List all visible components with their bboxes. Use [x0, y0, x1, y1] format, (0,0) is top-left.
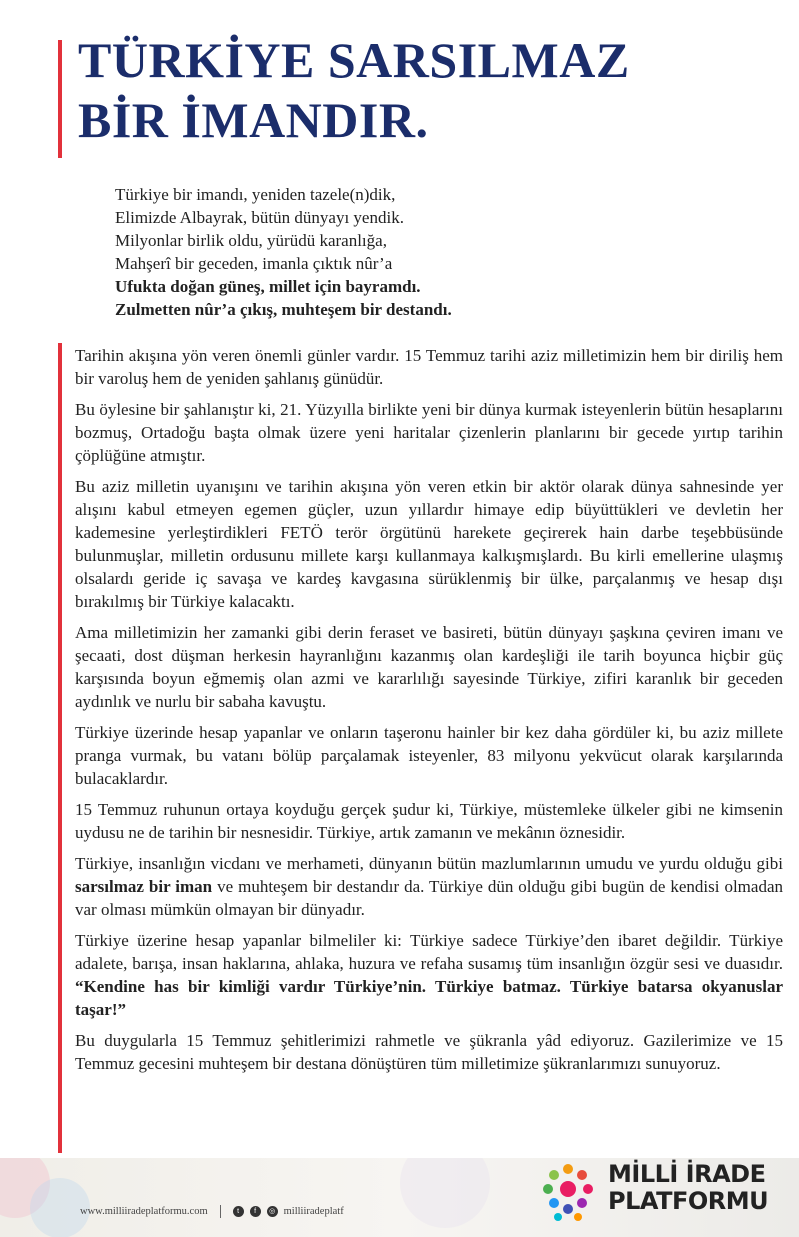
poem	[115, 183, 452, 321]
footer	[0, 1158, 799, 1237]
title-accent-bar	[58, 40, 62, 158]
poem-line: Mahşerî bir geceden, imanla çıktık nûr’a	[115, 254, 393, 273]
page-title	[78, 30, 630, 150]
paragraph-7-text-a: Türkiye, insanlığın vicdanı ve merhameti, dünyanın bütün mazlumlarının umudu ve yurdu olduğu gibi	[75, 854, 783, 873]
title-line-2: BİR İMANDIR.	[78, 92, 429, 148]
paragraph-3: Bu aziz milletin uyanışını ve tarihin akışına yön veren etkin bir aktör olarak dünya sahnesinde yer alışını kabul etmeyen egemen güçler, uzun yıllardır himaye edip büyüttükleri ve devletin her kademesine yerleştirdikleri FETÖ terör örgütünü harekete geçirerek hain darbe teşebbüsünde bulunmuşlar, milletin ordusunu millete karşı kullanmaya kalkışmışlardı. Bu kirli emellerine ulaşmış olsalardı geride iç savaşa ve kardeş kavgasına sürüklenmiş bir ülke, parçalanmış ve hesap dışı bırakılmış bir Türkiye kalacaktı.	[75, 477, 783, 611]
logo-line-2: PLATFORMU	[608, 1187, 769, 1215]
logo-line-1: MİLLİ İRADE	[608, 1160, 766, 1188]
paragraph-7	[75, 852, 783, 921]
poem-bold-line: Zulmetten nûr’a çıkış, muhteşem bir destandı.	[115, 300, 452, 319]
footer-contact	[80, 1205, 344, 1218]
paragraph-6: 15 Temmuz ruhunun ortaya koyduğu gerçek şudur ki, Türkiye, müstemleke ülkeler gibi ne kimsenin uydusu ne de tarihin bir nesnesidir. Türkiye, artık zamanın ve mekânın öznesidir.	[75, 800, 783, 842]
instagram-icon[interactable]: ◎	[267, 1206, 278, 1217]
divider	[220, 1205, 221, 1218]
social-handle[interactable]: milliiradeplatf	[283, 1206, 344, 1217]
poem-bold-line: Ufukta doğan güneş, millet için bayramdı.	[115, 277, 421, 296]
paragraph-9: Bu duygularla 15 Temmuz şehitlerimizi rahmetle ve şükranla yâd ediyoruz. Gazilerimize ve 15 Temmuz gecesini muhteşem bir destana dönüştüren tüm milletimize şükranlarımızı sunuyoruz.	[75, 1031, 783, 1073]
poem-line: Türkiye bir imandı, yeniden tazele(n)dik,	[115, 185, 396, 204]
decor-blob	[400, 1158, 490, 1228]
title-line-1: TÜRKİYE SARSILMAZ	[78, 32, 630, 88]
website-link[interactable]: www.milliiradeplatformu.com	[80, 1206, 208, 1217]
paragraph-1: Tarihin akışına yön veren önemli günler vardır. 15 Temmuz tarihi aziz milletimizin hem bir diriliş hem bir varoluş hem de yeniden şahlanış günüdür.	[75, 346, 783, 388]
paragraph-8-text: Türkiye üzerine hesap yapanlar bilmeliler ki: Türkiye sadece Türkiye’den ibaret değildir. Türkiye adalete, barışa, insan haklarına, ahlaka, huzura ve refaha susamış tüm insanlığın özgür sesi ve duasıdır.	[75, 931, 783, 973]
paragraph-8	[75, 929, 783, 1021]
paragraph-4: Ama milletimizin her zamanki gibi derin feraset ve basireti, bütün dünyayı şaşkına çeviren imanı ve şecaati, dost düşman herkesin hayranlığını kazanmış olan kardeşliği ile tarih boyunca hiçbir güç karşısında boyun eğmemiş olan azmi ve kararlılığı sayesinde Türkiye, zifiri karanlık bir geceden aydınlık ve nurlu bir sabaha kavuştu.	[75, 623, 783, 711]
platform-logo	[536, 1160, 769, 1225]
logo-text	[608, 1161, 768, 1215]
body-accent-bar	[58, 343, 62, 1153]
logo-mark-icon	[536, 1161, 600, 1225]
paragraph-2: Bu öylesine bir şahlanıştır ki, 21. Yüzyılla birlikte yeni bir dünya kurmak isteyenlerin bütün hesaplarını bozmuş, Ortadoğu başta olmak üzere yeni haritalar çizenlerin planlarını bir gecede yırtıp tarihin çöplüğüne atmıştır.	[75, 400, 783, 465]
paragraph-7-bold: sarsılmaz bir iman	[75, 877, 213, 896]
paragraph-5: Türkiye üzerinde hesap yapanlar ve onların taşeronu hainler bir kez daha gördüler ki, bu aziz millete pranga vurmak, bu vatanı bölüp parçalamak isteyenler, 83 milyonu yekvücut olarak karşılarında bulacaklardır.	[75, 723, 783, 788]
article-body	[75, 344, 783, 1083]
poem-line: Elimizde Albayrak, bütün dünyayı yendik.	[115, 208, 404, 227]
facebook-icon[interactable]: f	[250, 1206, 261, 1217]
paragraph-7-text-b: ve muhteşem bir destandır da. Türkiye dün olduğu gibi bugün de kendisi olmadan var olması mümkün olmayan bir dünyadır.	[75, 877, 783, 919]
paragraph-8-quote: “Kendine has bir kimliği vardır Türkiye’nin. Türkiye batmaz. Türkiye batarsa okyanuslar taşar!”	[75, 977, 783, 1019]
poem-line: Milyonlar birlik oldu, yürüdü karanlığa,	[115, 231, 387, 250]
twitter-icon[interactable]: t	[233, 1206, 244, 1217]
